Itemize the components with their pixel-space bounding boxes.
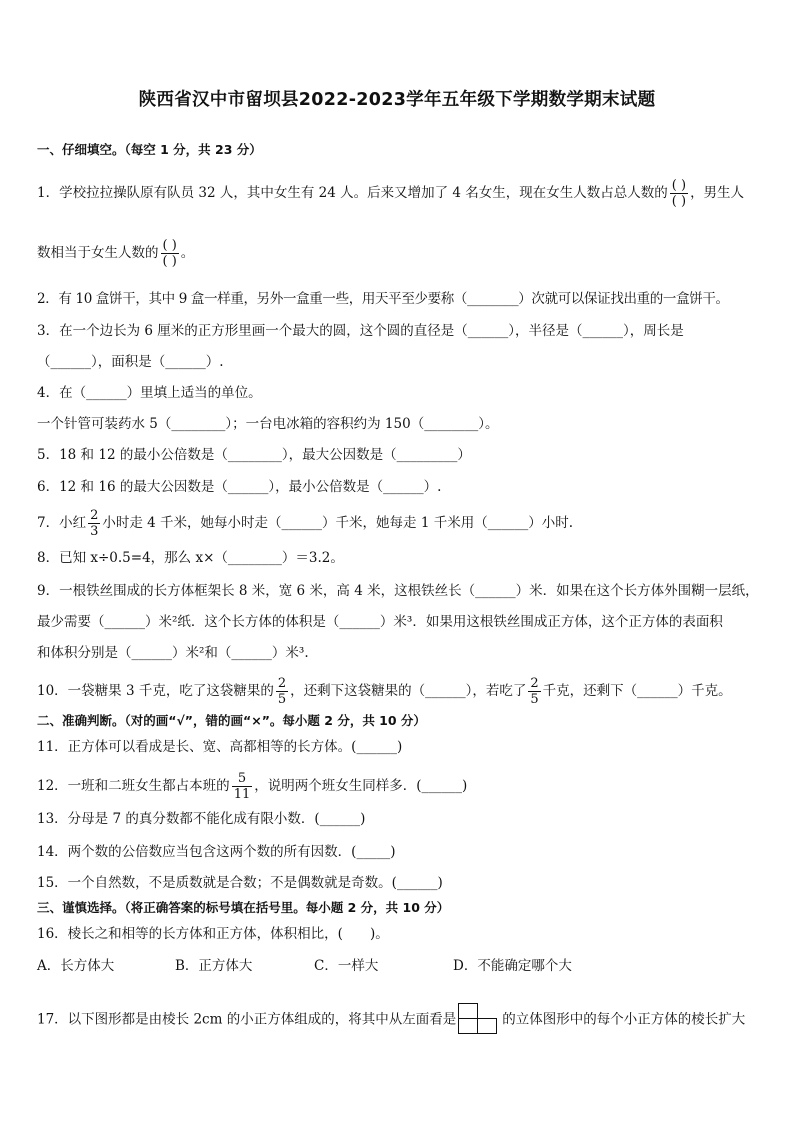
question-15: 15．一个自然数，不是质数就是合数；不是偶数就是奇数。(______) — [37, 875, 443, 891]
question-4-line-1: 4．在（______）里填上适当的单位。 — [37, 385, 262, 401]
option-d: D．不能确定哪个大 — [453, 958, 572, 974]
question-1-line-2: 数相当于女生人数的 $\frac{( )}{( )}$ 。 — [37, 238, 195, 269]
question-10: 10．一袋糖果 3 千克，吃了这袋糖果的 $\frac{2}{5}$ ，还剩下这袋糖果的（______），若吃了 $\frac{2}{5}$ 千克，还剩下（______）千克。 — [37, 676, 732, 707]
question-11: 11．正方体可以看成是长、宽、高都相等的长方体。(______) — [37, 739, 403, 755]
question-12: 12．一班和二班女生都占本班的 $\frac{5}{11}$ ，说明两个班女生同样多．(______) — [37, 771, 468, 802]
fraction-5-11: $\frac{5}{11}$ — [233, 771, 251, 802]
fraction-2-5: $\frac{2}{5}$ — [277, 676, 287, 707]
question-8: 8．已知 x÷0.5=4，那么 x×（________）＝3.2。 — [37, 550, 344, 566]
question-16-stem: 16．棱长之和相等的长方体和正方体，体积相比，( )。 — [37, 926, 389, 942]
question-14: 14．两个数的公倍数应当包含这两个数的所有因数．(_____) — [37, 844, 396, 860]
question-3-line-2: （______），面积是（______）. — [37, 354, 224, 370]
cube-square — [458, 1003, 478, 1019]
question-6: 6．12 和 16 的最大公因数是（______），最小公倍数是（______）. — [37, 479, 442, 495]
question-7: 7．小红 $\frac{2}{3}$ 小时走 4 千米，她每小时走（______）千米，她每走 1 千米用（______）小时. — [37, 508, 574, 539]
question-1-line-1: 1．学校拉拉操队原有队员 32 人，其中女生有 24 人。后来又增加了 4 名女生，现在女生人数占总人数的 $\frac{( )}{( )}$ ，男生人 — [37, 178, 745, 209]
question-4-line-2: 一个针管可装药水 5（________）；一台电冰箱的容积约为 150（________）。 — [37, 416, 499, 432]
option-b: B．正方体大 — [175, 958, 253, 974]
cube-square — [458, 1018, 478, 1034]
question-9-line-1: 9．一根铁丝围成的长方体框架长 8 米，宽 6 米，高 4 米，这根铁丝长（______）米．如果在这个长方体外围糊一层纸， — [37, 583, 759, 599]
question-9-line-2: 最少需要（______）米²纸．这个长方体的体积是（______）米³．如果用这根铁丝围成正方体，这个正方体的表面积 — [37, 614, 723, 630]
question-2: 2．有 10 盒饼干，其中 9 盒一样重，另外一盒重一些，用天平至少要称（________）次就可以保证找出重的一盒饼干。 — [37, 291, 729, 307]
question-17: 17．以下图形都是由棱长 2cm 的小正方体组成的，将其中从左面看是 的立体图形中的每个小正方体的棱长扩大 — [37, 1003, 764, 1037]
cube-square — [477, 1018, 497, 1034]
option-a: A．长方体大 — [37, 958, 115, 974]
option-c: C．一样大 — [314, 958, 379, 974]
question-3-line-1: 3．在一个边长为 6 厘米的正方形里画一个最大的圆，这个圆的直径是（______），半径是（______），周长是 — [37, 323, 684, 339]
fraction-2-3: $\frac{2}{3}$ — [90, 508, 99, 539]
page-title: 陕西省汉中市留坝县2022-2023学年五年级下学期数学期末试题 — [138, 90, 656, 110]
section-1-heading: 一、仔细填空。（每空 1 分，共 23 分） — [37, 142, 262, 157]
question-5: 5．18 和 12 的最小公倍数是（________），最大公因数是（_________） — [37, 447, 471, 463]
fraction-2-5-kg: $\frac{2}{5}$ — [530, 676, 539, 707]
section-3-heading: 三、谨慎选择。（将正确答案的标号填在括号里。每小题 2 分，共 10 分） — [37, 900, 450, 915]
blank-fraction: $\frac{( )}{( )}$ — [671, 178, 687, 209]
blank-fraction: $\frac{( )}{( )}$ — [162, 238, 177, 269]
question-9-line-3: 和体积分别是（______）米²和（______）米³. — [37, 645, 309, 661]
question-13: 13．分母是 7 的真分数都不能化成有限小数．(______) — [37, 811, 366, 827]
section-2-heading: 二、准确判断。（对的画“√”，错的画“×”。每小题 2 分，共 10 分） — [37, 713, 426, 728]
cube-view-figure — [458, 1003, 500, 1037]
